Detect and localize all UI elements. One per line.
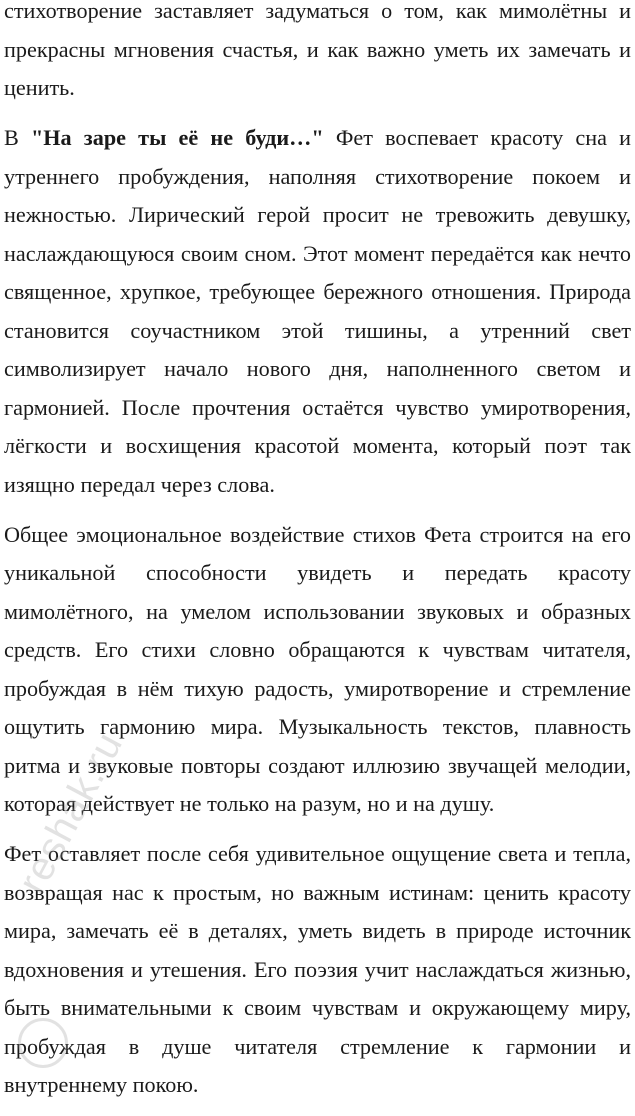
paragraph-1-text: стихотворение заставляет задуматься о том, как мимолётны и прекрасны мгновения счастья, и как важно уметь их замечать и ценить. bbox=[4, 0, 631, 100]
poem-title: "На заре ты её не буди…" bbox=[30, 125, 324, 150]
paragraph-4-text: Фет оставляет после себя удивительное ощущение света и тепла, возвращая нас к простым, но важным истинам: ценить красоту мира, замечать её в деталях, уметь видеть в природе источник вдохновения и утешения. Его поэзия учит наслаждаться жизнью, быть внимательными к своим чувствам и окружающему миру, пробуждая в душе читателя стремление к гармонии и внутреннему покою. bbox=[4, 841, 631, 1097]
paragraph-2-text: Фет воспевает красоту сна и утреннего пробуждения, наполняя стихотворение покоем и нежностью. Лирический герой просит не тревожить девушку, наслаждающуюся своим сном. Этот момент передаётся как нечто священное, хрупкое, требующее бережного отношения. Природа становится соучастником этой тишины, а утренний свет символизирует начало нового дня, наполненного светом и гармонией. После прочтения остаётся чувство умиротворения, лёгкости и восхищения красотой момента, который поэт так изящно передал через слова. bbox=[4, 125, 631, 497]
watermark-text: reshak.ru bbox=[10, 724, 132, 901]
document-body bbox=[4, 0, 631, 1116]
paragraph-4 bbox=[4, 835, 631, 1105]
paragraph-2 bbox=[4, 119, 631, 504]
paragraph-2-prefix: В bbox=[4, 125, 31, 150]
paragraph-3 bbox=[4, 516, 631, 824]
paragraph-3-text: Общее эмоциональное воздействие стихов Фета строится на его уникальной способности увидеть и передать красоту мимолётного, на умелом использовании звуковых и образных средств. Его стихи словно обращаются к чувствам читателя, пробуждая в нём тихую радость, умиротворение и стремление ощутить гармонию мира. Музыкальность текстов, плавность ритма и звуковые повторы создают иллюзию звучащей мелодии, которая действует не только на разум, но и на душу. bbox=[4, 521, 631, 816]
paragraph-1 bbox=[4, 0, 631, 108]
